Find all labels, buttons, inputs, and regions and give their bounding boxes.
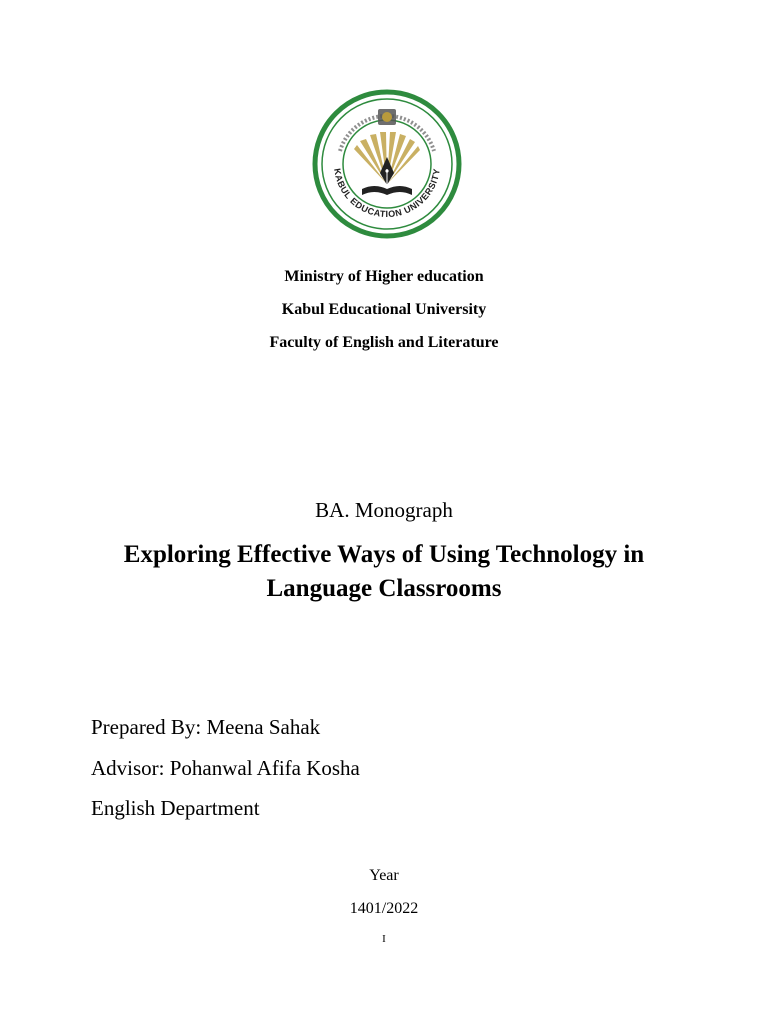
university-seal-icon xyxy=(312,89,462,239)
title-line-2: Language Classrooms xyxy=(266,575,502,602)
advisor: Advisor: Pohanwal Afifa Kosha xyxy=(91,756,360,780)
department: English Department xyxy=(91,796,260,820)
document-title xyxy=(0,538,768,606)
year-value: 1401/2022 xyxy=(349,900,419,917)
ministry-line: Ministry of Higher education xyxy=(284,268,484,285)
seal-arc-text: KABUL EDUCATION UNIVERSITY xyxy=(332,167,442,220)
title-line-1: Exploring Effective Ways of Using Technology in xyxy=(123,541,645,568)
document-type: BA. Monograph xyxy=(315,498,453,522)
seal-emblem xyxy=(378,109,396,125)
year-label: Year xyxy=(369,867,399,884)
prepared-by: Prepared By: Meena Sahak xyxy=(91,715,321,739)
seal-graphic xyxy=(312,89,462,239)
university-line: Kabul Educational University xyxy=(281,301,487,318)
page-number: I xyxy=(382,933,386,945)
faculty-line: Faculty of English and Literature xyxy=(269,334,499,351)
